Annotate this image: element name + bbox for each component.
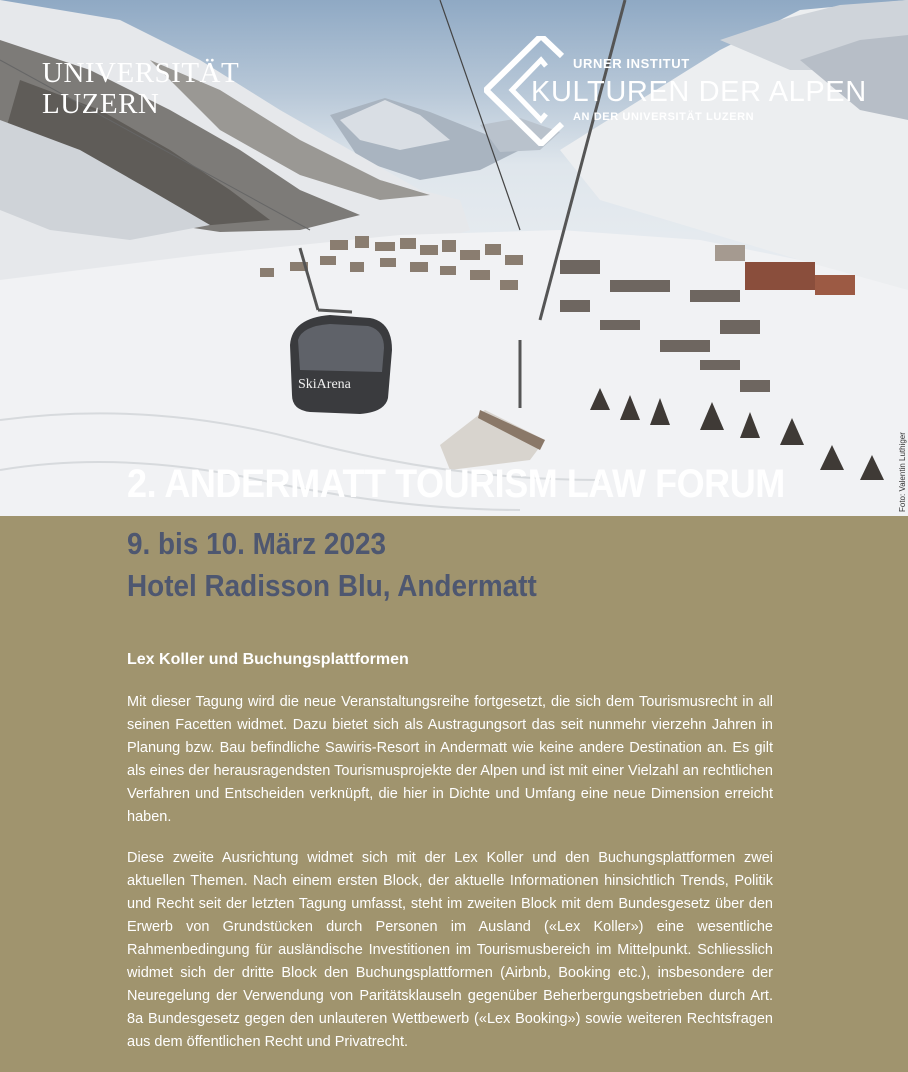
university-logo-line1: UNIVERSITÄT bbox=[42, 57, 240, 89]
institute-logo-line1: URNER INSTITUT bbox=[573, 56, 690, 71]
event-date: 9. bis 10. März 2023 bbox=[127, 526, 387, 561]
section-subheading: Lex Koller und Buchungsplattformen bbox=[127, 651, 409, 668]
university-logo bbox=[42, 58, 239, 120]
institute-logo-line3: AN DER UNIVERSITÄT LUZERN bbox=[573, 111, 755, 123]
university-logo-line2: LUZERN bbox=[42, 88, 160, 120]
institute-logo bbox=[484, 36, 884, 146]
gondola-text: SkiArena bbox=[298, 377, 351, 392]
event-title: 2. ANDERMATT TOURISM LAW FORUM bbox=[127, 462, 785, 506]
institute-logo-line2: KULTUREN DER ALPEN bbox=[531, 76, 867, 108]
intro-paragraph: Mit dieser Tagung wird die neue Veranstaltungsreihe fortgesetzt, die sich dem Tourismusrecht in all seinen Facetten widmet. Dazu bietet sich als Austragungsort das seit nunmehr vierzehn Jahren in Planung bzw. Bau befindliche Sawiris-Resort in Andermatt wie keine andere Destination an. Es gilt als eines der herausragendsten Tourismusprojekte der Alpen und ist mit einer Vielzahl an rechtlichen Verfahren und Entscheiden verknüpft, die hier in Dichte und Umfang eine neue Dimension erreicht haben. bbox=[127, 694, 773, 825]
topics-paragraph: Diese zweite Ausrichtung widmet sich mit der Lex Koller und den Buchungsplattformen zwei aktuellen Themen. Nach einem ersten Block, der aktuelle Informationen hinsichtlich Trends, Politik und Recht seit der letzten Tagung umfasst, steht im zweiten Block mit dem Bundesgesetz über den Erwerb von Grundstücken durch Personen im Ausland («Lex Koller») eine wesentliche Rahmenbedingung für ausländische Investitionen im Tourismusbereich im Mittelpunkt. Schliesslich widmet sich der dritte Block den Buchungsplattformen (Airbnb, Booking etc.), insbesondere der Neuregelung der Verwendung von Paritätsklauseln gegenüber Beherbergungsbetrieben durch Art. 8a Bundesgesetz gegen den unlauteren Wettbewerb («Lex Booking») sowie weiteren Rechtsfragen aus dem öffentlichen Recht und Privatrecht. bbox=[127, 850, 773, 1050]
photo-credit: Foto: Valentin Luthiger bbox=[898, 432, 907, 512]
hero-photo bbox=[0, 0, 908, 516]
event-venue: Hotel Radisson Blu, Andermatt bbox=[127, 568, 537, 603]
